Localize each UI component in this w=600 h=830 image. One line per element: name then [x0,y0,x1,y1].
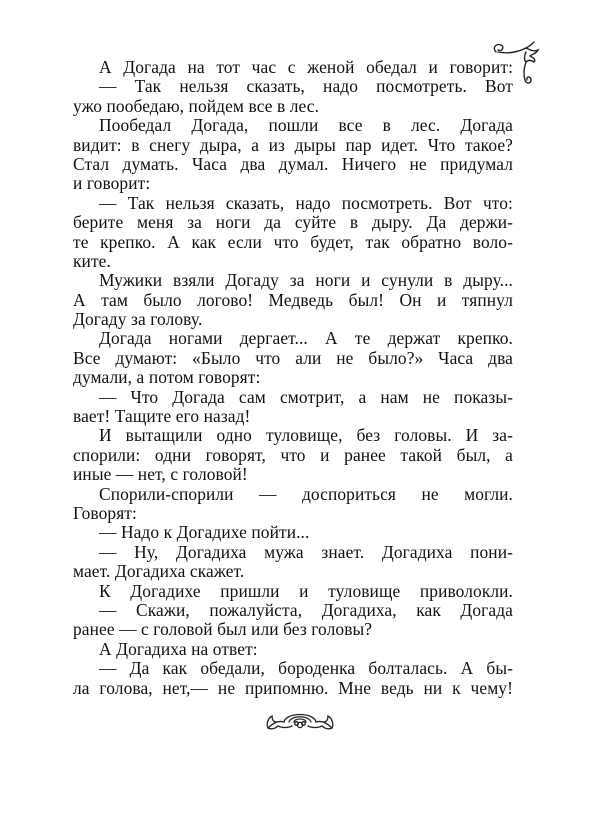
text-line: те крепко. А как если что будет, так обратно воло- [73,231,513,252]
text-line: Мужики взяли Догаду за ноги и сунули в дыру... [99,270,513,291]
text-line: — Что Догада сам смотрит, а нам не показы- [99,386,513,407]
text-line: ла голова, нет,— не припомню. Мне ведь ни к чему! [73,677,513,698]
text-line: А Догада на тот час с женой обедал и говорит: [99,57,513,77]
text-line: Стал думать. Часа два думал. Ничего не придумал [73,153,513,174]
text-line: — Ну, Догадиха мужа знает. Догадиха пони- [99,541,513,562]
text-line: Догаду за голову. [73,309,203,330]
text-line: иные — нет, с головой! [73,464,248,485]
text-line: Пообедал Догада, пошли все в лес. Догада [99,115,513,136]
text-line: — Да как обедали, бороденка болталась. А бы- [99,658,513,679]
text-line: И вытащили одно туловище, без головы. И за- [99,425,513,446]
text-line: Спорили-спорили — доспориться не могли. [99,483,513,504]
text-line: — Надо к Догадихе пойти... [99,522,310,543]
text-line: спорили: одни говорят, что и ранее такой был, а [73,444,513,465]
text-line: А Догадиха на ответ: [99,638,258,659]
document-page [73,58,513,698]
text-line: ранее — с головой был или без головы? [73,619,373,640]
text-line: мает. Догадиха скажет. [73,561,245,582]
text-line: — Скажи, пожалуйста, Догадиха, как Догада [99,599,513,620]
text-line: Все думают: «Было что али не было?» Часа два [73,347,513,368]
text-line: А там было логово! Медведь был! Он и тяпнул [73,289,513,310]
text-line: К Догадихе пришли и туловище приволокли. [99,580,513,601]
text-line: — Так нельзя сказать, надо посмотреть. Вот что: [99,192,513,213]
text-line: думали, а потом говорят: [73,367,261,388]
text-line: Говорят: [73,502,137,523]
text-line: и говорит: [73,173,151,194]
text-line: ужо пообедаю, пойдем все в лес. [73,95,320,116]
text-line: вает! Тащите его назад! [73,406,251,427]
text-line: видит: в снегу дыра, а из дыры пар идет. Что такое? [73,134,513,155]
text-line: берите меня за ноги да суйте в дыру. Да держи- [73,212,513,233]
tailpiece-ornament-icon [262,706,338,736]
text-line: Догада ногами дергает... А те держат крепко. [99,328,513,349]
text-line: ките. [73,250,111,271]
text-line: — Так нельзя сказать, надо посмотреть. Вот [99,76,513,97]
